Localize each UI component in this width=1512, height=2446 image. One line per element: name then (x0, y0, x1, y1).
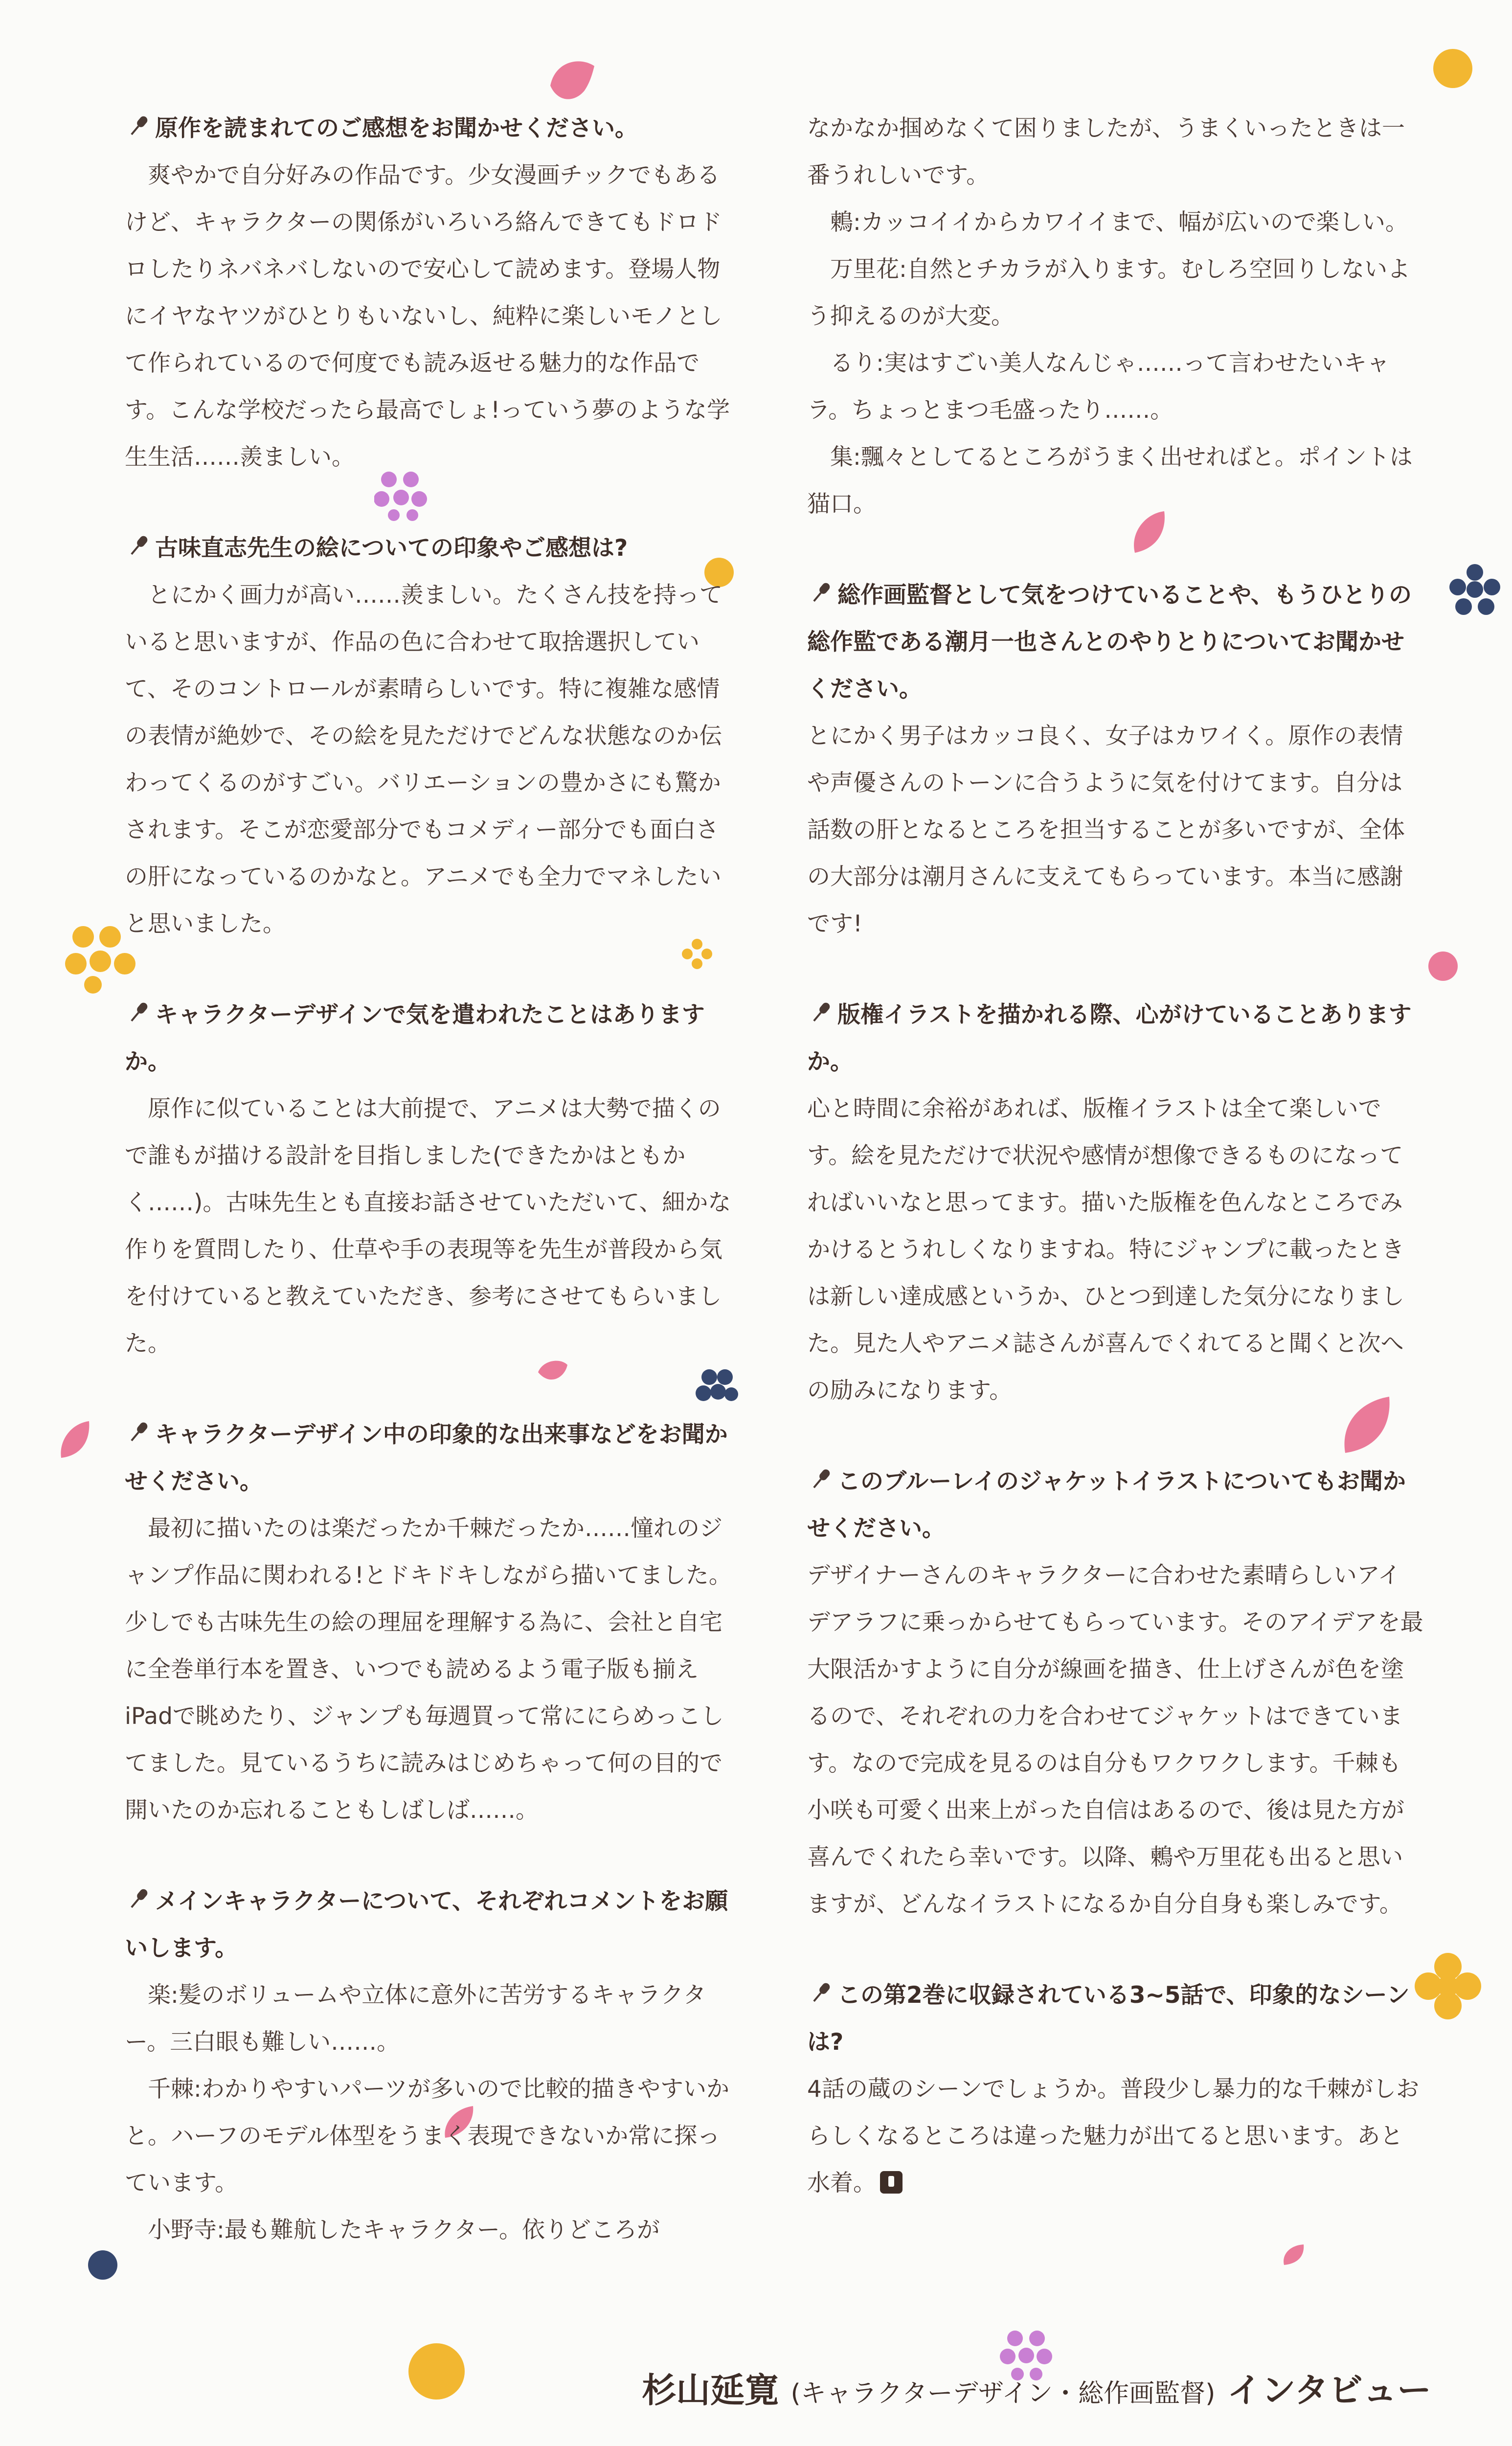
answer-text: 心と時間に余裕があれば、版権イラストは全て楽しいです。絵を見ただけで状況や感情が想像できるものになってればいいなと思ってます。描いた版権を色んなところでみかけるとうれしくなりますね。特にジャンプに載ったときは新しい達成感というか、ひとつ到達した気分になりました。見た人やアニメ誌さんが喜んでくれてると聞くと次への励みになります。 (807, 1095, 1405, 1404)
question-heading (807, 1458, 1423, 1552)
answer-text: とにかく画力が高い……羨ましい。たくさん技を持っていると思いますが、作品の色に合わせて取捨選択していて、そのコントロールが素晴らしいです。特に複雑な感情の表情が絶妙で、その絵を見ただけでどんな状態なのか伝わってくるのがすごい。バリエーションの豊かさにも驚かされます。そこが恋愛部分でもコメディー部分でも面白さの肝になっているのかなと。アニメでも全力でマネしたいと思いました。 (125, 582, 722, 937)
answer-paragraph (125, 2066, 741, 2207)
interview-section (807, 992, 1423, 1414)
question-heading (125, 525, 741, 572)
question-text: メインキャラクターについて、それぞれコメントをお願いします。 (125, 1888, 728, 1962)
interview-section (807, 1972, 1423, 2207)
answer-text: 原作に似ていることは大前提で、アニメは大勢で描くので誰もが描ける設計を目指しました(できたかはともかく……)。古味先生とも直接お話させていただいて、細かな作りを質問したり、仕草や手の表現等を先生が普段から気を付けていると教えていただき、参考にさせてもらいました。 (125, 1095, 731, 1357)
answer-paragraph (807, 1552, 1423, 1928)
decorative-dot (408, 2343, 465, 2400)
answer-paragraph (807, 340, 1423, 434)
question-text: 版権イラストを描かれる際、心がけていることありますか。 (807, 1001, 1412, 1075)
answer-text: とにかく男子はカッコ良く、女子はカワイく。原作の表情や声優さんのトーンに合うように気を付けてます。自分は話数の肝となるところを担当することが多いですが、全体の大部分は潮月さんに支えてもらっています。本当に感謝です! (807, 723, 1405, 937)
question-heading (125, 1878, 741, 1972)
question-heading (125, 1411, 741, 1505)
question-text: キャラクターデザインで気を遣われたことはありますか。 (125, 1001, 705, 1075)
microphone-icon (807, 1466, 835, 1493)
microphone-icon (125, 999, 152, 1026)
answer-text: るり:実はすごい美人なんじゃ……って言わせたいキャラ。ちょっとまつ毛盛ったり……。 (807, 350, 1390, 424)
interview-section (125, 105, 741, 481)
answer-paragraph (125, 1505, 741, 1834)
answer-paragraph (125, 152, 741, 481)
interview-section (807, 105, 1423, 528)
question-heading (807, 572, 1423, 713)
interview-section (125, 525, 741, 948)
end-mark-icon (880, 2171, 903, 2194)
answer-text: 千棘:わかりやすいパーツが多いので比較的描きやすいかと。ハーフのモデル体型をうまく表現できないか常に探っています。 (125, 2076, 729, 2197)
answer-paragraph (125, 572, 741, 948)
answer-text: 4話の蔵のシーンでしょうか。普段少し暴力的な千棘がしおらしくなるところは違った魅力が出てると思います。あと水着。 (807, 2076, 1419, 2197)
interview-section (125, 1878, 741, 2254)
microphone-icon (807, 579, 835, 607)
sakura-petal-icon (59, 1419, 93, 1463)
answer-text: 万里花:自然とチカラが入ります。むしろ空回りしないよう抑えるのが大変。 (807, 256, 1411, 330)
answer-paragraph (807, 199, 1423, 246)
answer-paragraph (807, 246, 1423, 340)
microphone-icon (125, 1419, 152, 1446)
answer-text: 爽やかで自分好みの作品です。少女漫画チックでもあるけど、キャラクターの関係がいろいろ絡んできてもドロドロしたりネバネバしないので安心して読めます。登場人物にイヤなヤツがひとりもいないし、純粋に楽しいモノとして作られているので何度でも読み返せる魅力的な作品です。こんな学校だったら最高でしょ!っていう夢のような学生生活……羨ましい。 (125, 162, 730, 471)
right-column (807, 105, 1423, 2251)
interviewee-role: (キャラクターデザイン・総作画監督) (790, 2379, 1216, 2408)
interview-title (642, 2363, 1431, 2412)
answer-paragraph (125, 1086, 741, 1367)
answer-text: 鶫:カッコイイからカワイイまで、幅が広いので楽しい。 (830, 209, 1408, 236)
question-heading (125, 992, 741, 1086)
answer-paragraph (807, 713, 1423, 948)
interview-section (125, 992, 741, 1367)
answer-text: 最初に描いたのは楽だったか千棘だったか……憧れのジャンプ作品に関われる!とドキドキしながら描いてました。少しでも古味先生の絵の理屈を理解する為に、会社と自宅に全巻単行本を置き、いつでも読めるよう電子版も揃えiPadで眺めたり、ジャンプも毎週買って常ににらめっこしてました。見ているうちに読みはじめちゃって何の目的で開いたのか忘れることもしばしば……。 (125, 1515, 732, 1824)
microphone-icon (125, 113, 152, 140)
question-text: 原作を読まれてのご感想をお聞かせください。 (155, 115, 638, 142)
question-text: 古味直志先生の絵についての印象やご感想は? (155, 535, 628, 562)
sakura-petal-icon (545, 56, 599, 105)
question-heading (807, 992, 1423, 1086)
decorative-dot (1433, 49, 1472, 88)
answer-text: デザイナーさんのキャラクターに合わせた素晴らしいアイデアラフに乗っからせてもらっています。そのアイデアを最大限活かすように自分が線画を描き、仕上げさんが色を塗るので、それぞれの力を合わせてジャケットはできています。なので完成を見るのは自分もワクワクします。千棘も小咲も可愛く出来上がった自信はあるので、後は見た方が喜んでくれたら幸いです。以降、鶫や万里花も出ると思いますが、どんなイラストになるか自分自身も楽しみです。 (807, 1562, 1423, 1918)
question-heading (125, 105, 741, 152)
question-text: このブルーレイのジャケットイラストについてもお聞かせください。 (807, 1468, 1406, 1542)
answer-paragraph (807, 105, 1423, 199)
decorative-dot (1428, 951, 1458, 981)
answer-text: 楽:髪のボリュームや立体に意外に苦労するキャラクター。三白眼も難しい……。 (125, 1982, 706, 2056)
interview-label: インタビュー (1227, 2370, 1431, 2410)
interviewee-name: 杉山延寛 (642, 2370, 779, 2410)
question-text: キャラクターデザイン中の印象的な出来事などをお聞かせください。 (125, 1421, 728, 1495)
interview-section (807, 1458, 1423, 1928)
flower-dots-icon (1448, 563, 1502, 616)
answer-paragraph (807, 434, 1423, 528)
question-text: 総作画監督として気をつけていることや、もうひとりの総作監である潮月一也さんとのやりとりについてお聞かせください。 (807, 582, 1412, 702)
microphone-icon (807, 999, 835, 1026)
interview-section (125, 1411, 741, 1834)
microphone-icon (125, 1885, 152, 1913)
answer-text: 集:飄々としてるところがうまく出せればと。ポイントは猫口。 (807, 444, 1413, 518)
decorative-dot (88, 2250, 117, 2280)
answer-text: なかなか掴めなくて困りましたが、うまくいったときは一番うれしいです。 (807, 115, 1405, 189)
microphone-icon (125, 532, 152, 560)
flower-dots-icon (1414, 1952, 1482, 2020)
answer-paragraph (125, 1972, 741, 2066)
question-heading (807, 1972, 1423, 2066)
interview-section (807, 572, 1423, 948)
answer-paragraph (807, 2066, 1423, 2207)
answer-paragraph (807, 1086, 1423, 1414)
answer-text: 小野寺:最も難航したキャラクター。依りどころが (148, 2217, 660, 2243)
left-column (125, 105, 741, 2298)
answer-paragraph (125, 2207, 741, 2254)
microphone-icon (807, 1979, 835, 2007)
question-text: この第2巻に収録されている3~5話で、印象的なシーンは? (807, 1982, 1410, 2056)
